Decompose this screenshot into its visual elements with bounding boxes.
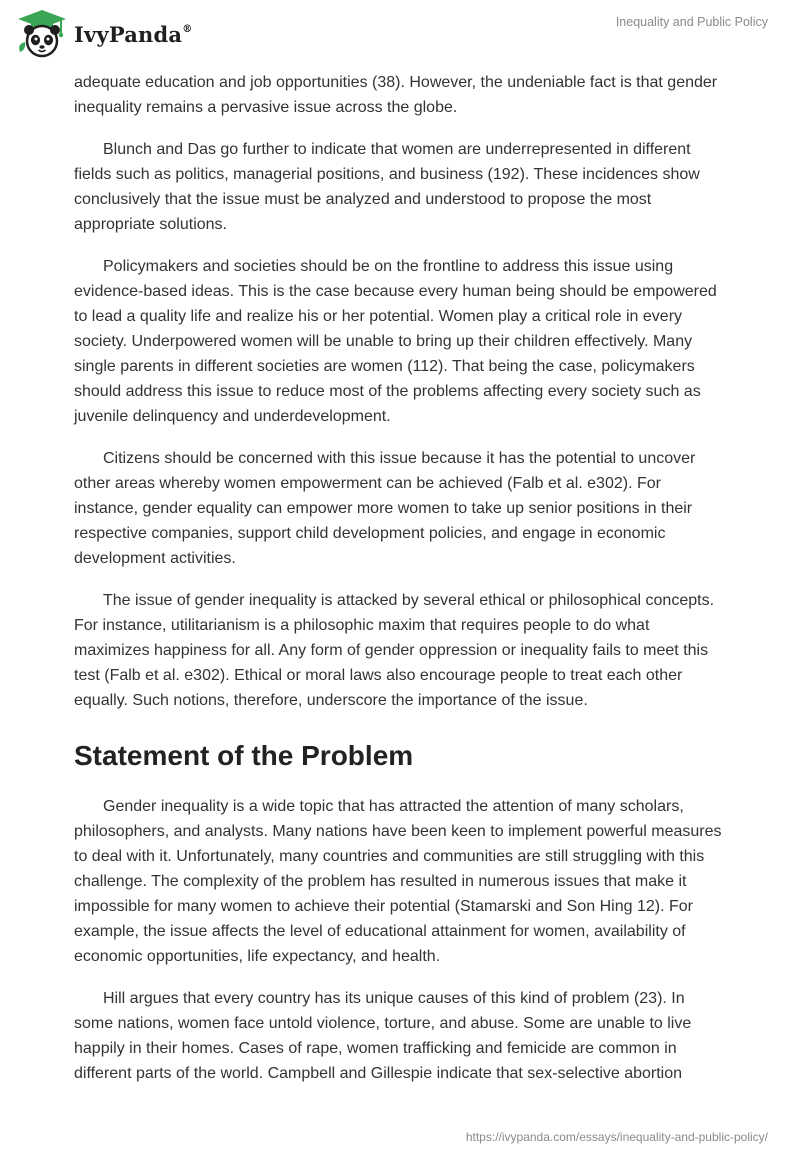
running-title: Inequality and Public Policy xyxy=(615,15,768,29)
panda-graduate-icon xyxy=(14,8,70,60)
paragraph: The issue of gender inequality is attacked by several ethical or philosophical concepts. For instance, utilitarianism is a philosophic maxim that requires people to do what maximizes happiness for all. Any form of gender oppression or inequality fails to meet this test (Falb et al. e302). Ethical or moral laws also encourage people to treat each other equally. Such notions, therefore, underscore the importance of the issue. xyxy=(74,592,715,709)
essay-body xyxy=(74,70,724,1103)
source-url[interactable]: https://ivypanda.com/essays/inequality-and-public-policy/ xyxy=(465,1130,768,1144)
paragraph-continued: adequate education and job opportunities (38). However, the undeniable fact is that gender inequality remains a pervasive issue across the globe. xyxy=(74,74,718,116)
paragraph: Citizens should be concerned with this issue because it has the potential to uncover other areas whereby women empowerment can be achieved (Falb et al. e302). For instance, gender equality can empower more women to take up senior positions in their respective companies, support child development policies, and engage in economic development activities. xyxy=(74,450,696,567)
paragraph: Policymakers and societies should be on the frontline to address this issue using evidence-based ideas. This is the case because every human being should be empowered to lead a quality life and realize his or her potential. Women play a critical role in every society. Underpowered women will be unable to bring up their children effectively. Many single parents in different societies are women (112). That being the case, policymakers should address this issue to reduce most of the problems affecting every society such as juvenile delinquency and underdevelopment. xyxy=(74,258,717,425)
page-header xyxy=(0,0,800,70)
paragraph: Hill argues that every country has its unique causes of this kind of problem (23). In some nations, women face untold violence, torture, and abuse. Some are unable to live happily in their homes. Cases of rape, women trafficking and femicide are common in different parts of the world. Campbell and Gillespie indicate that sex-selective abortion xyxy=(74,990,692,1082)
paragraph: Blunch and Das go further to indicate that women are underrepresented in different fields such as politics, managerial positions, and business (192). These incidences show conclusively that the issue must be analyzed and understood to propose the most appropriate solutions. xyxy=(74,141,700,233)
brand-name: IvyPanda xyxy=(74,21,183,47)
ivypanda-logo[interactable] xyxy=(14,8,192,60)
registered-mark: ® xyxy=(182,23,193,35)
section-heading: Statement of the Problem xyxy=(74,740,414,771)
paragraph: Gender inequality is a wide topic that has attracted the attention of many scholars, philosophers, and analysts. Many nations have been keen to implement powerful measures to deal with it. Unfortunately, many countries and communities are still struggling with this challenge. The complexity of the problem has resulted in numerous issues that make it impossible for many women to achieve their potential (Stamarski and Son Hing 12). For example, the issue affects the level of educational attainment for women, availability of economic opportunities, life expectancy, and health. xyxy=(74,798,722,965)
